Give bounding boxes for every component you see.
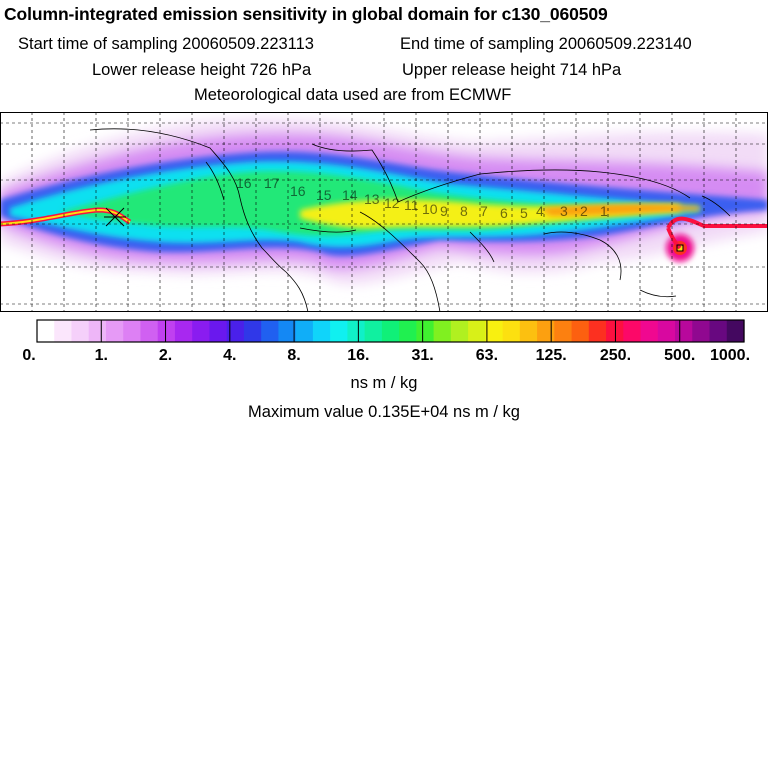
- colorbar-cell: [192, 320, 210, 342]
- maximum-value-label: Maximum value 0.135E+04 ns m / kg: [248, 403, 520, 421]
- colorbar-cell: [572, 320, 590, 342]
- colorbar-cell: [658, 320, 676, 342]
- lower-release-label: Lower release height 726 hPa: [92, 61, 312, 79]
- colorbar-cell: [503, 320, 521, 342]
- colorbar-cell: [485, 320, 503, 342]
- track-day-label: 5: [520, 205, 528, 221]
- colorbar-tick-label: 0.: [22, 347, 36, 364]
- track-day-label: 9: [440, 203, 448, 219]
- track-day-label: 16: [236, 175, 252, 191]
- colorbar-cell: [71, 320, 89, 342]
- track-day-label: 12: [384, 195, 400, 211]
- track-day-label: 4: [536, 203, 544, 219]
- track-day-label: 11: [404, 197, 419, 213]
- colorbar-cell: [347, 320, 365, 342]
- colorbar-cell: [399, 320, 417, 342]
- track-day-label: 14: [342, 187, 358, 203]
- track-day-label: 2: [580, 203, 588, 219]
- colorbar-cell: [278, 320, 296, 342]
- colorbar-cell: [710, 320, 728, 342]
- colorbar-cell: [140, 320, 158, 342]
- colorbar-tick-label: 1000.: [709, 347, 751, 364]
- upper-release-label: Upper release height 714 hPa: [402, 61, 622, 79]
- colorbar-cell: [692, 320, 710, 342]
- colorbar-cell: [296, 320, 314, 342]
- colorbar-cell: [554, 320, 572, 342]
- track-day-label: 15: [316, 187, 332, 203]
- colorbar-cell: [175, 320, 193, 342]
- colorbar-tick-label: 8.: [287, 347, 301, 364]
- end-time-label: End time of sampling 20060509.223140: [400, 35, 692, 53]
- track-day-label: 3: [560, 203, 568, 219]
- colorbar-tick-label: 250.: [599, 347, 632, 364]
- sensitivity-map: [0, 112, 768, 312]
- colorbar-tick-label: 31.: [411, 347, 434, 364]
- colorbar-cell: [589, 320, 607, 342]
- colorbar-cell: [244, 320, 262, 342]
- colorbar: [0, 318, 768, 368]
- track-day-label: 8: [460, 203, 468, 219]
- map-title: Column-integrated emission sensitivity in global domain for c130_060509: [4, 4, 608, 24]
- colorbar-cell: [675, 320, 693, 342]
- colorbar-cell: [727, 320, 745, 342]
- colorbar-cell: [106, 320, 124, 342]
- start-time-label: Start time of sampling 20060509.223113: [18, 35, 314, 53]
- colorbar-cell: [416, 320, 434, 342]
- colorbar-cell: [537, 320, 555, 342]
- colorbar-cell: [37, 320, 55, 342]
- track-day-label: 10: [422, 201, 438, 217]
- colorbar-unit-label: ns m / kg: [350, 374, 418, 392]
- colorbar-tick-label: 1.: [94, 347, 108, 364]
- colorbar-tick-label: 63.: [475, 347, 499, 364]
- colorbar-cell: [313, 320, 331, 342]
- colorbar-cell: [520, 320, 538, 342]
- colorbar-cell: [209, 320, 227, 342]
- colorbar-cell: [641, 320, 659, 342]
- colorbar-cell: [365, 320, 383, 342]
- colorbar-tick-label: 2.: [158, 347, 173, 364]
- track-day-label: 13: [364, 191, 380, 207]
- track-day-label: 16: [290, 183, 306, 199]
- colorbar-cell: [89, 320, 107, 342]
- track-day-label: 6: [500, 205, 508, 221]
- colorbar-cells: [37, 320, 745, 342]
- colorbar-tick-label: 500.: [664, 347, 696, 364]
- colorbar-cell: [382, 320, 400, 342]
- colorbar-tick-label: 4.: [223, 347, 237, 364]
- colorbar-cell: [330, 320, 348, 342]
- colorbar-cell: [623, 320, 641, 342]
- colorbar-tick-labels: [22, 347, 750, 364]
- colorbar-cell: [54, 320, 72, 342]
- colorbar-cell: [451, 320, 469, 342]
- track-day-label: 17: [264, 175, 280, 191]
- colorbar-cell: [468, 320, 486, 342]
- colorbar-cell: [123, 320, 141, 342]
- track-day-label: 1: [600, 203, 608, 219]
- colorbar-tick-label: 125.: [535, 347, 567, 364]
- colorbar-cell: [261, 320, 279, 342]
- colorbar-tick-label: 16.: [347, 347, 370, 364]
- met-data-label: Meteorological data used are from ECMWF: [194, 86, 512, 104]
- colorbar-cell: [158, 320, 176, 342]
- track-day-label: 7: [480, 203, 488, 219]
- colorbar-cell: [434, 320, 452, 342]
